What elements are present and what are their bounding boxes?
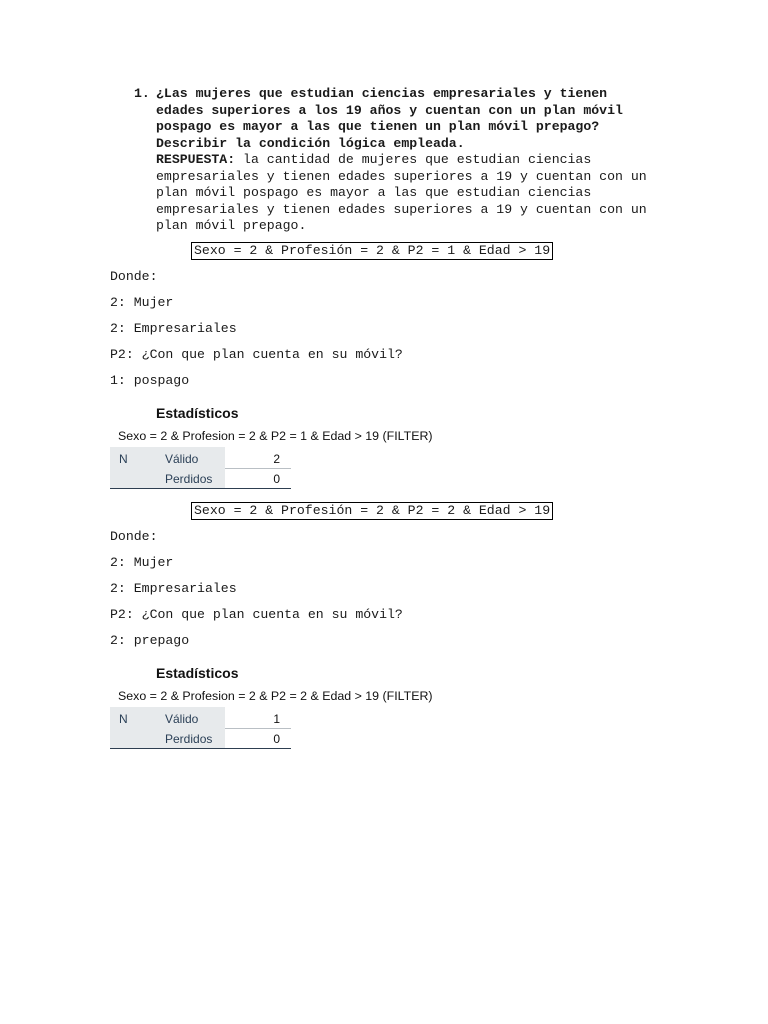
stats-filter-label: Sexo = 2 & Profesion = 2 & P2 = 1 & Edad > 19 (FILTER) (118, 429, 433, 443)
stats-filter-label: Sexo = 2 & Profesion = 2 & P2 = 2 & Edad > 19 (FILTER) (118, 689, 433, 703)
definition-sexo: 2: Mujer (110, 295, 174, 310)
stats-row-divider (225, 728, 291, 729)
stats-table (110, 447, 291, 489)
stats-table (110, 707, 291, 749)
stats-missing-value: 0 (273, 472, 280, 486)
stats-title: Estadísticos (156, 665, 239, 681)
stats-missing-value: 0 (273, 732, 280, 746)
answer-text: la cantidad de mujeres que estudian ciencias empresariales y tienen edades superiores a 19 y cuentan con un plan móvil pospago es mayor a las que estudian ciencias empresariales y tienen edades superiores a 19 y cuentan con un plan móvil prepago. (156, 152, 647, 233)
stats-table-bottom-border (110, 488, 291, 489)
stats-title: Estadísticos (156, 405, 239, 421)
definition-plan: 1: pospago (110, 373, 190, 388)
definition-donde: Donde: (110, 529, 158, 544)
stats-valid-label: Válido (165, 712, 199, 726)
question-number: 1. (134, 86, 150, 101)
definition-profesion: 2: Empresariales (110, 581, 237, 596)
definition-plan: 2: prepago (110, 633, 190, 648)
stats-valid-value: 2 (273, 452, 280, 466)
filter-formula-pospago: Sexo = 2 & Profesión = 2 & P2 = 1 & Edad > 19 (191, 242, 553, 260)
stats-valid-value: 1 (273, 712, 280, 726)
stats-table-bottom-border (110, 748, 291, 749)
definition-p2: P2: ¿Con que plan cuenta en su móvil? (110, 347, 403, 362)
definition-p2: P2: ¿Con que plan cuenta en su móvil? (110, 607, 403, 622)
answer-label: RESPUESTA: (156, 152, 236, 167)
stats-row-header: N (119, 452, 128, 466)
filter-formula-prepago: Sexo = 2 & Profesión = 2 & P2 = 2 & Edad > 19 (191, 502, 553, 520)
stats-row-header: N (119, 712, 128, 726)
question-body (156, 86, 656, 235)
stats-missing-label: Perdidos (165, 472, 213, 486)
question-text: ¿Las mujeres que estudian ciencias empresariales y tienen edades superiores a los 19 años y cuentan con un plan móvil pospago es mayor a las que tienen un plan móvil prepago? Describir la condición lógica empleada. (156, 86, 623, 151)
stats-valid-label: Válido (165, 452, 199, 466)
definition-profesion: 2: Empresariales (110, 321, 237, 336)
stats-row-divider (225, 468, 291, 469)
stats-missing-label: Perdidos (165, 732, 213, 746)
definition-sexo: 2: Mujer (110, 555, 174, 570)
definition-donde: Donde: (110, 269, 158, 284)
